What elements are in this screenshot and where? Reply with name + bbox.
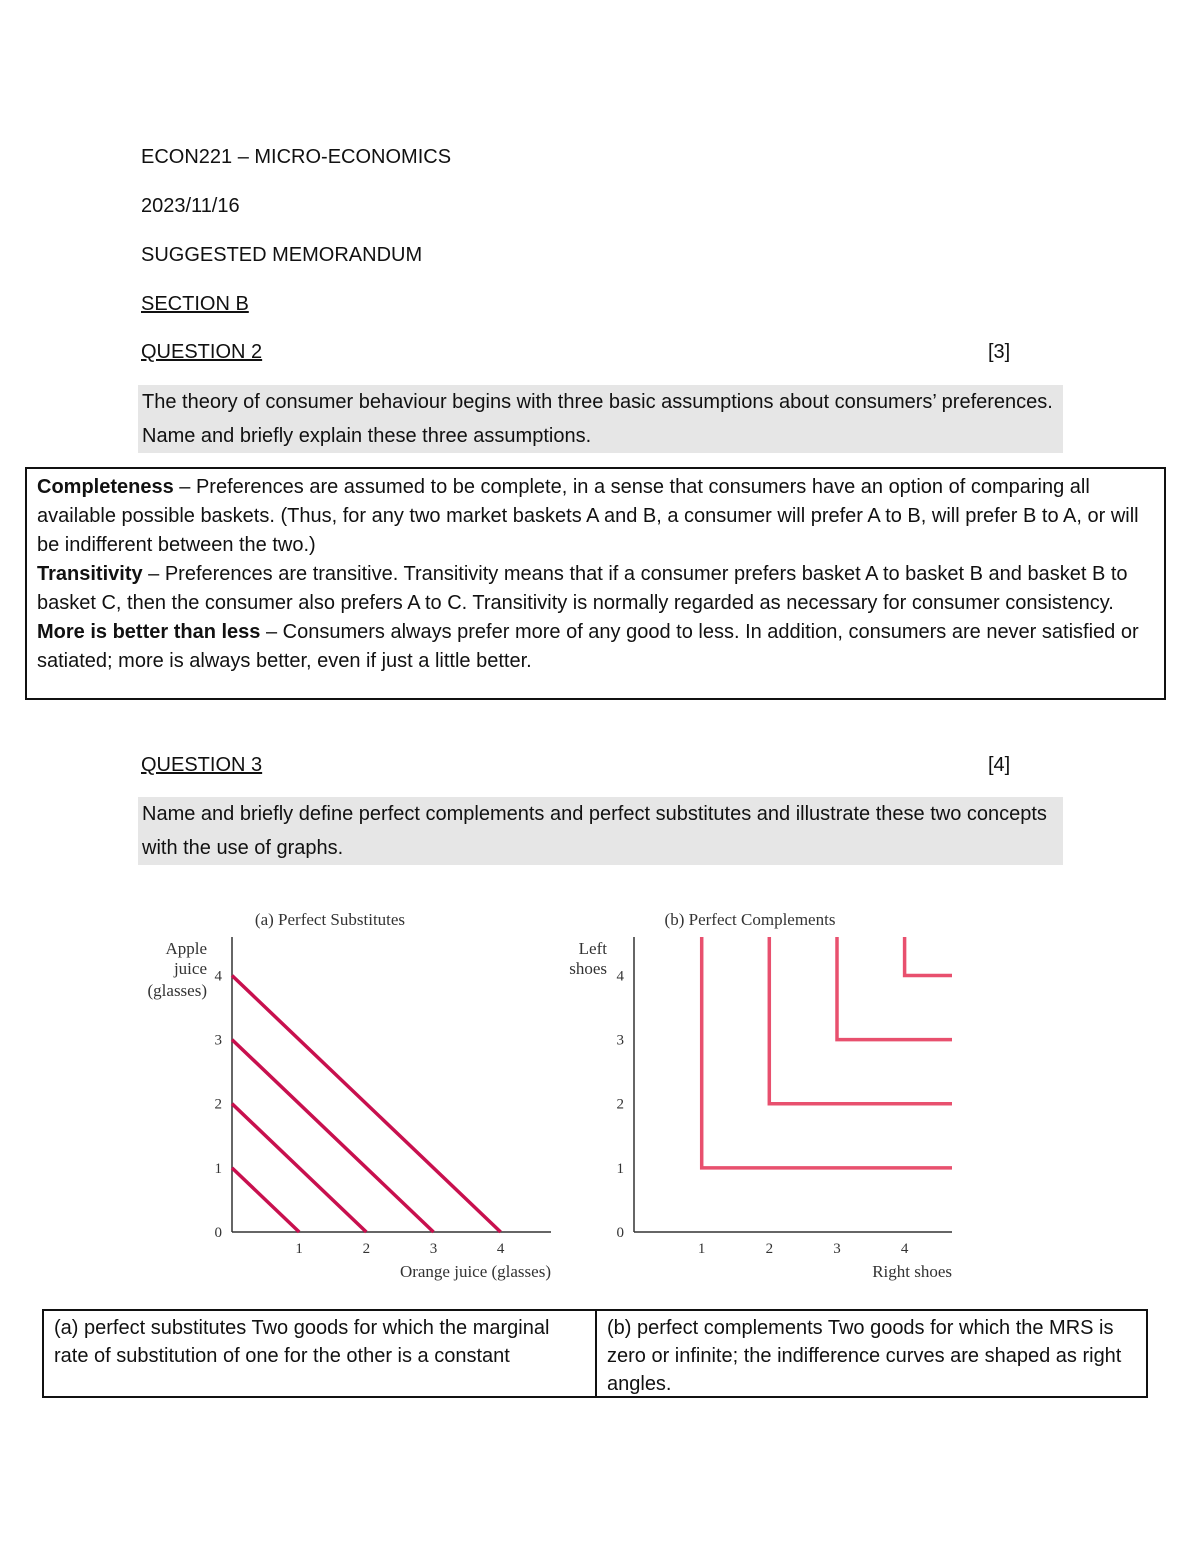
chart-title: (a) Perfect Substitutes: [254, 910, 406, 929]
definitions-table: [42, 1309, 1148, 1398]
question-2-title: QUESTION 2: [141, 341, 263, 363]
answer-term: Transitivity: [37, 563, 143, 585]
y-tick-label: 1: [214, 1160, 222, 1177]
question-3-title: QUESTION 3: [141, 754, 263, 776]
answer-text: – Preferences are transitive. Transitivity means that if a consumer prefers basket A to basket B and basket B to basket C, then the consumer also prefers A to C. Transitivity is normally regarded as necessary for consumer consistency.: [37, 563, 1128, 614]
question-2-prompt: The theory of consumer behaviour begins with three basic assumptions about consumers’ preferences. Name and briefly explain these three assumptions.: [138, 385, 1063, 453]
y-axis-label-line: juice: [173, 959, 207, 978]
indifference-curve-1: [702, 937, 952, 1168]
y-axis-label-line: Left: [578, 939, 607, 958]
question-3-marks: [4]: [988, 754, 1011, 776]
perfect-substitutes-chart: [148, 910, 551, 1281]
document-type: SUGGESTED MEMORANDUM: [141, 244, 423, 266]
question-3-prompt: Name and briefly define perfect complements and perfect substitutes and illustrate these two concepts with the use of graphs.: [138, 797, 1063, 865]
y-tick-label: 0: [616, 1225, 624, 1241]
y-tick-label: 4: [214, 968, 222, 985]
y-tick-label: 4: [616, 968, 624, 985]
x-axis-label: Orange juice (glasses): [399, 1262, 551, 1281]
y-axis-label-line: Apple: [165, 939, 207, 958]
definition-perfect-substitutes: (a) perfect substitutes Two goods for which the marginal rate of substitution of one for the other is a constant: [54, 1317, 550, 1367]
indifference-curve-2: [232, 1104, 366, 1232]
y-axis-label-line: (glasses): [147, 981, 207, 1000]
answer-text: – Consumers always prefer more of any good to less. In addition, consumers are never satisfied or satiated; more is always better, even if just a little better.: [37, 621, 1139, 672]
y-tick-label: 3: [616, 1032, 624, 1049]
indifference-curve-2: [769, 937, 952, 1104]
answer-term: Completeness: [37, 476, 174, 498]
y-axis-label-line: shoes: [569, 959, 607, 978]
indifference-curve-4: [905, 937, 952, 976]
answer-term: More is better than less: [37, 621, 261, 643]
answer-text: – Preferences are assumed to be complete, in a sense that consumers have an option of comparing all available possible baskets. (Thus, for any two market baskets A and B, a consumer will prefer A to B, will prefer B to A, or will be indifferent between the two.): [37, 476, 1139, 556]
y-tick-label: 2: [616, 1096, 624, 1113]
x-tick-label: 1: [697, 1241, 706, 1257]
y-tick-label: 2: [214, 1096, 222, 1113]
course-title: ECON221 – MICRO-ECONOMICS: [141, 146, 452, 168]
document-date: 2023/11/16: [141, 195, 240, 217]
indifference-curve-3: [837, 937, 952, 1040]
indifference-curve-3: [232, 1040, 434, 1232]
x-tick-label: 1: [295, 1241, 303, 1257]
x-tick-label: 4: [900, 1241, 909, 1257]
y-tick-label: 0: [214, 1225, 222, 1241]
x-tick-label: 3: [833, 1241, 841, 1257]
x-tick-label: 4: [496, 1241, 505, 1257]
x-axis-label: Right shoes: [872, 1262, 952, 1281]
x-tick-label: 3: [429, 1241, 438, 1257]
indifference-curve-1: [232, 1168, 299, 1232]
indifference-curve-4: [232, 976, 501, 1233]
section-heading: SECTION B: [141, 293, 249, 315]
x-tick-label: 2: [765, 1241, 774, 1257]
definition-perfect-complements: (b) perfect complements Two goods for which the MRS is zero or infinite; the indifference curves are shaped as right angles.: [595, 1311, 1146, 1396]
perfect-complements-chart: [569, 910, 952, 1281]
chart-title: (b) Perfect Complements: [664, 910, 836, 929]
question-2-marks: [3]: [988, 341, 1011, 363]
y-tick-label: 3: [214, 1032, 222, 1049]
y-tick-label: 1: [616, 1160, 624, 1177]
x-tick-label: 2: [362, 1241, 371, 1257]
